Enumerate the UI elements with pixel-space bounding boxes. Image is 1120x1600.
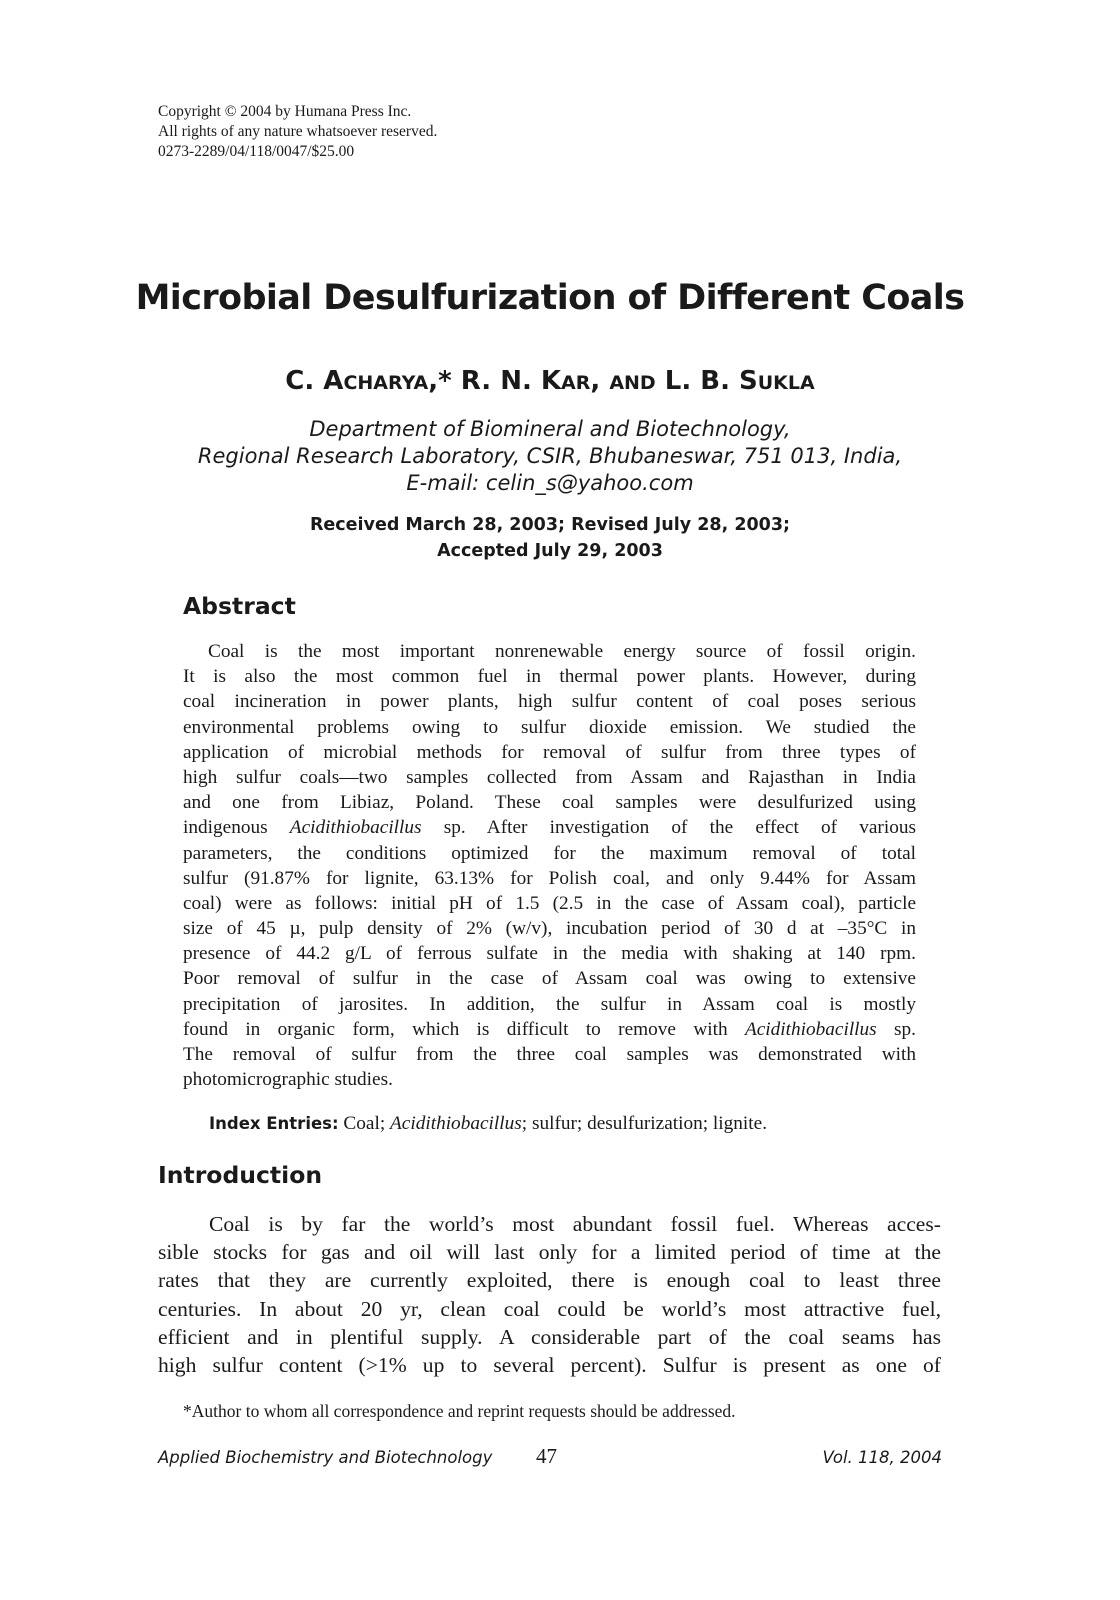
rights-line: All rights of any nature whatsoever reserved.	[158, 123, 438, 140]
author-conjunction: AND	[609, 372, 656, 394]
abstract-line: The removal of sulfur from the three coal samples was demonstrated with	[183, 1044, 916, 1065]
text-run: indigenous	[183, 817, 290, 839]
affiliation	[0, 416, 1100, 497]
abstract-line: and one from Libiaz, Poland. These coal samples were desulfurized using	[183, 792, 916, 814]
text-run: ; sulfur; desulfurization; lignite.	[521, 1113, 768, 1134]
abstract-line: application of microbial methods for removal of sulfur from three types of	[183, 741, 916, 763]
affiliation-email: E-mail: celin_s@yahoo.com	[406, 471, 694, 495]
abstract-line	[183, 815, 916, 840]
introduction-heading: Introduction	[158, 1161, 323, 1189]
abstract-line: Coal is the most important nonrenewable energy source of fossil origin.	[208, 641, 916, 662]
introduction-line: sible stocks for gas and oil will last only for a limited period of time at the	[158, 1240, 941, 1265]
volume-info: Vol. 118, 2004	[822, 1448, 942, 1467]
author-list	[0, 366, 1100, 396]
abstract-line: coal incineration in power plants, high sulfur content of coal poses serious	[183, 691, 916, 713]
index-entries-label: Index Entries:	[209, 1114, 339, 1133]
issn-code: 0273-2289/04/118/0047/$25.00	[158, 143, 355, 160]
abstract-heading: Abstract	[183, 592, 296, 620]
abstract-line: environmental problems owing to sulfur dioxide emission. We studied the	[183, 716, 916, 738]
author-part: L. B. S	[655, 366, 758, 396]
abstract-body	[183, 639, 916, 1092]
author-part: C. A	[285, 366, 344, 396]
author-part: CHARYA	[343, 372, 429, 394]
abstract-line: high sulfur coals—two samples collected from Assam and Rajasthan in India	[183, 766, 916, 788]
text-run: sp.	[876, 1018, 916, 1040]
text-run: Coal;	[338, 1113, 391, 1134]
abstract-line: sulfur (91.87% for lignite, 63.13% for Polish coal, and only 9.44% for Assam	[183, 867, 916, 889]
author-separator: ,	[590, 366, 610, 396]
text-run: found in organic form, which is difficult to remove with	[183, 1018, 745, 1040]
abstract-line: precipitation of jarosites. In addition, the sulfur in Assam coal is mostly	[183, 993, 916, 1015]
author-part: UKLA	[757, 372, 815, 394]
introduction-line: efficient and in plentiful supply. A considerable part of the coal seams has	[158, 1324, 941, 1349]
author-part: ,* R. N. K	[428, 366, 562, 396]
text-run: sp. After investigation of the effect of various	[421, 817, 916, 839]
introduction-body	[158, 1210, 941, 1379]
accepted-date: Accepted July 29, 2003	[437, 541, 663, 561]
abstract-line: coal) were as follows: initial pH of 1.5 (2.5 in the case of Assam coal), particle	[183, 892, 916, 914]
copyright-line: Copyright © 2004 by Humana Press Inc.	[158, 103, 412, 120]
abstract-line: Poor removal of sulfur in the case of Assam coal was owing to extensive	[183, 968, 916, 990]
received-revised-dates: Received March 28, 2003; Revised July 28, 2003;	[309, 515, 791, 535]
abstract-line: size of 45 µ, pulp density of 2% (w/v), incubation period of 30 d at –35°C in	[183, 918, 916, 940]
author-part: AR	[561, 372, 591, 394]
abstract-line: parameters, the conditions optimized for the maximum removal of total	[183, 842, 916, 864]
abstract-line: photomicrographic studies.	[183, 1069, 393, 1091]
paper-title: Microbial Desulfurization of Different Coals	[135, 278, 965, 318]
introduction-line: Coal is by far the world’s most abundant fossil fuel. Whereas acces-	[209, 1212, 941, 1236]
species-name: Acidithiobacillus	[744, 1018, 877, 1040]
page-number: 47	[536, 1444, 557, 1468]
abstract-line: It is also the most common fuel in thermal power plants. However, during	[183, 666, 916, 688]
copyright-notice	[158, 102, 437, 162]
affiliation-department: Department of Biomineral and Biotechnology,	[309, 417, 791, 441]
submission-dates	[0, 512, 1100, 564]
abstract-line	[183, 1017, 916, 1042]
species-name: Acidithiobacillus	[289, 817, 422, 839]
abstract-line: presence of 44.2 g/L of ferrous sulfate in the media with shaking at 140 rpm.	[183, 943, 916, 965]
journal-name: Applied Biochemistry and Biotechnology	[158, 1448, 493, 1467]
index-entries	[209, 1111, 767, 1136]
affiliation-institution: Regional Research Laboratory, CSIR, Bhubaneswar, 751 013, India,	[197, 444, 903, 468]
introduction-line: high sulfur content (>1% up to several percent). Sulfur is present as one of	[158, 1352, 941, 1377]
introduction-line: rates that they are currently exploited, there is enough coal to least three	[158, 1268, 941, 1293]
introduction-line: centuries. In about 20 yr, clean coal could be world’s most attractive fuel,	[158, 1296, 941, 1321]
species-name: Acidithiobacillus	[390, 1113, 522, 1134]
author-footnote: *Author to whom all correspondence and reprint requests should be addressed.	[183, 1401, 736, 1421]
